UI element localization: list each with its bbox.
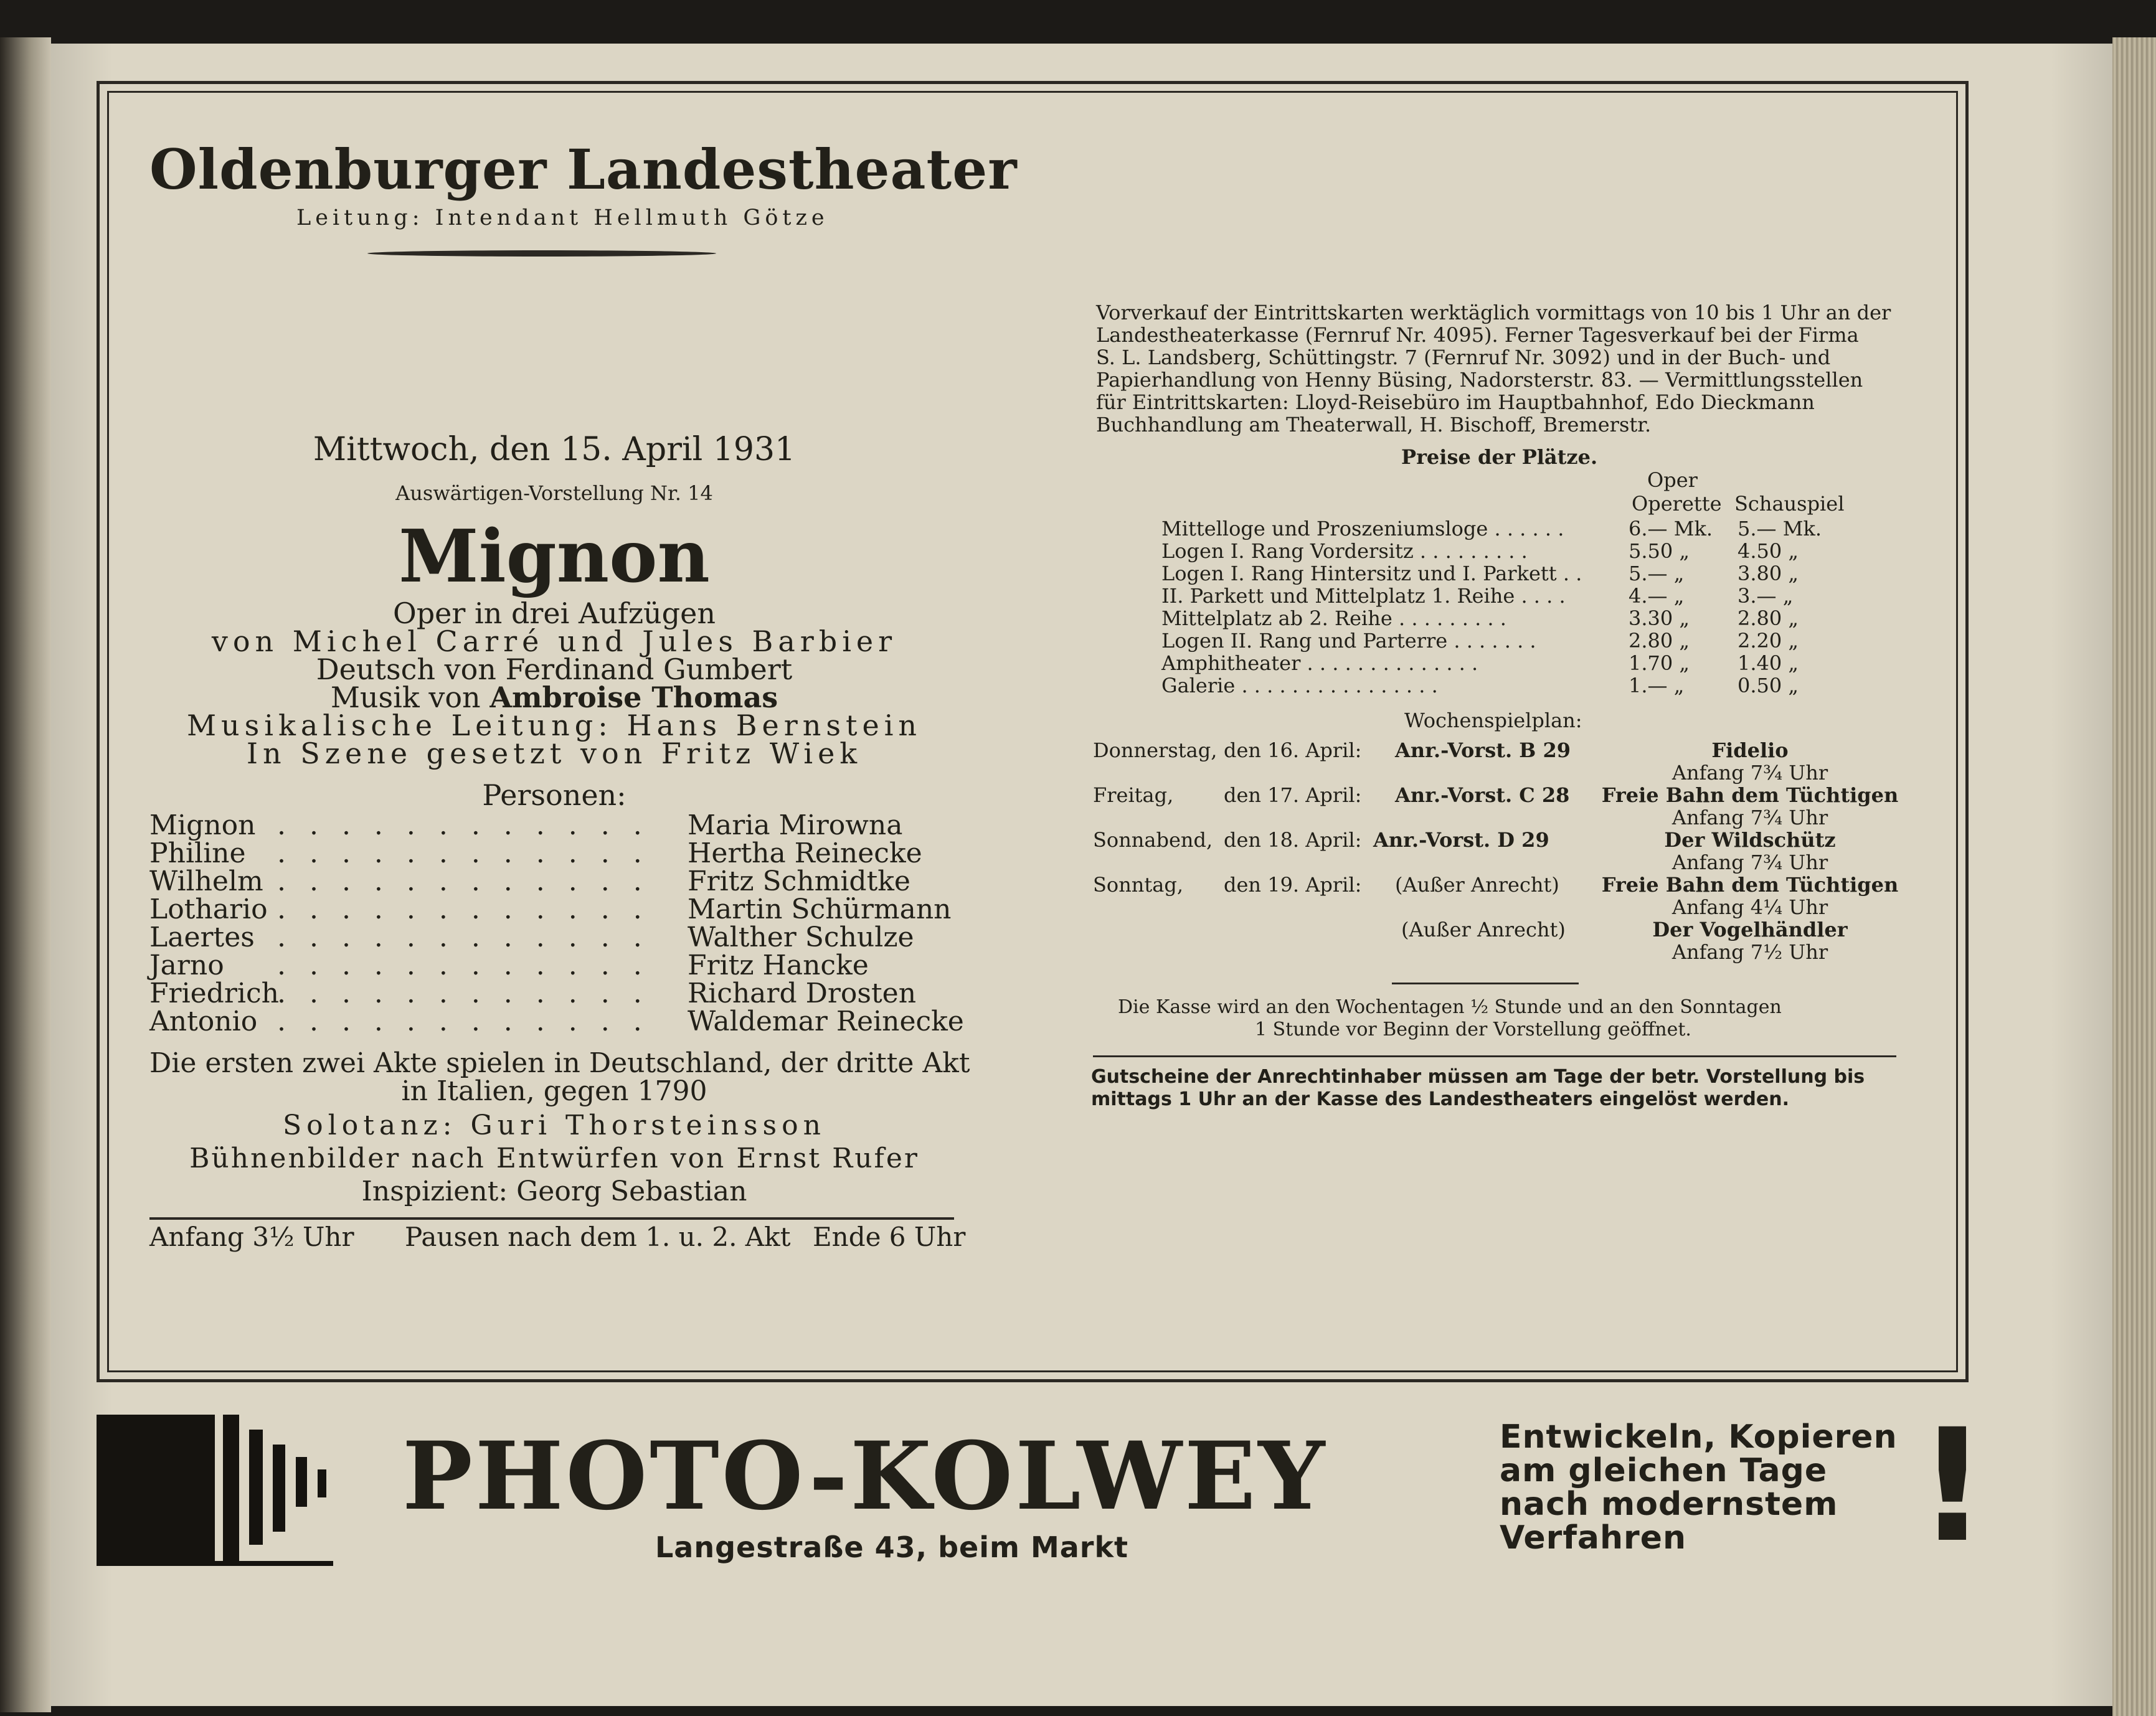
price-oper: 4.— „ <box>1629 584 1685 608</box>
stage-direction: In Szene gesetzt von Fritz Wiek <box>246 737 863 770</box>
schedule-date: den 18. April: <box>1224 828 1362 852</box>
vorstellung-number: Auswärtigen-Vorstellung Nr. 14 <box>395 481 713 505</box>
cast-role: Wilhelm <box>149 865 263 897</box>
cast-leader: . . . . . . . . . . . . <box>277 865 650 897</box>
ad-slogan-line: am gleichen Tage <box>1500 1452 1828 1489</box>
prices-title: Preise der Plätze. <box>1401 445 1598 469</box>
gutscheine-line-2: mittags 1 Uhr an der Kasse des Landestheaters eingelöst werden. <box>1091 1088 1789 1110</box>
music-composer: Ambroise Thomas <box>489 681 778 714</box>
schedule-date: den 19. April: <box>1224 873 1362 897</box>
schedule-date: den 16. April: <box>1224 738 1362 762</box>
schedule-anfang: Anfang 7¾ Uhr <box>1671 806 1828 829</box>
end-time: Ende 6 Uhr <box>813 1222 966 1252</box>
schedule-day: Sonntag, <box>1093 873 1183 897</box>
schedule-play: Fidelio <box>1711 738 1789 762</box>
cast-role: Lothario <box>149 893 268 925</box>
price-schauspiel: 2.20 „ <box>1738 629 1799 653</box>
cast-actor: Martin Schürmann <box>688 893 952 925</box>
schedule-day: Sonnabend, <box>1093 828 1213 852</box>
schedule-day: Donnerstag, <box>1093 738 1217 762</box>
cast-actor: Hertha Reinecke <box>688 837 922 869</box>
schedule-vorst: (Außer Anrecht) <box>1395 873 1559 897</box>
logo-underline <box>97 1561 333 1566</box>
price-seat: Galerie . . . . . . . . . . . . . . . . <box>1161 674 1438 697</box>
price-oper: 5.— „ <box>1629 562 1685 585</box>
price-seat: II. Parkett und Mittelplatz 1. Reihe . . . . <box>1161 584 1566 608</box>
schedule-vorst: Anr.-Vorst. D 29 <box>1373 828 1549 852</box>
price-schauspiel: 3.— „ <box>1738 584 1794 608</box>
cast-actor: Richard Drosten <box>688 978 917 1009</box>
schedule-play: Freie Bahn dem Tüchtigen <box>1601 873 1899 897</box>
opera-translation: Deutsch von Ferdinand Gumbert <box>316 653 793 686</box>
cast-role: Mignon <box>149 809 256 841</box>
price-schauspiel: 0.50 „ <box>1738 674 1799 697</box>
price-seat: Logen I. Rang Hintersitz und I. Parkett . . <box>1161 562 1582 585</box>
schedule-play: Freie Bahn dem Tüchtigen <box>1601 783 1899 807</box>
cast-leader: . . . . . . . . . . . . <box>277 922 650 953</box>
schedule-vorst: (Außer Anrecht) <box>1401 918 1566 941</box>
prices-header-schauspiel: Schauspiel <box>1734 492 1845 516</box>
opera-authors: von Michel Carré und Jules Barbier <box>211 625 897 658</box>
theater-title: Oldenburger Landestheater <box>149 137 1018 202</box>
music-prefix: Musik von <box>330 681 481 714</box>
logo-block <box>97 1415 215 1561</box>
schedule-vorst: Anr.-Vorst. B 29 <box>1395 738 1571 762</box>
cast-actor: Fritz Schmidtke <box>688 865 910 897</box>
buehnenbilder: Bühnenbilder nach Entwürfen von Ernst Rufer <box>189 1143 919 1174</box>
schedule-play: Der Vogelhändler <box>1652 918 1848 941</box>
ad-address: Langestraße 43, beim Markt <box>655 1530 1129 1564</box>
cast-role: Philine <box>149 837 246 869</box>
cast-leader: . . . . . . . . . . . . <box>277 809 650 841</box>
price-seat: Mittelloge und Proszeniumsloge . . . . . . <box>1161 517 1564 540</box>
prices-header-operette: Operette <box>1632 492 1722 516</box>
vorverkauf-line: Vorverkauf der Eintrittskarten werktäglich vormittags von 10 bis 1 Uhr an der <box>1096 301 1891 324</box>
vorverkauf-line: Buchhandlung am Theaterwall, H. Bischoff, Bremerstr. <box>1096 413 1652 436</box>
page-edge-left <box>0 37 51 1712</box>
vorverkauf-line: Landestheaterkasse (Fernruf Nr. 4095). Ferner Tagesverkauf bei der Firma <box>1096 323 1859 347</box>
title-rule <box>367 250 716 257</box>
ad-exclamation: ! <box>1917 1395 1988 1577</box>
price-oper: 6.— Mk. <box>1629 517 1713 540</box>
vorverkauf-line: S. L. Landsberg, Schüttingstr. 7 (Fernruf Nr. 3092) und in der Buch- und <box>1096 346 1831 369</box>
price-schauspiel: 2.80 „ <box>1738 606 1799 630</box>
opera-subtitle: Oper in drei Aufzügen <box>393 596 716 630</box>
ad-slogan-line: nach modernstem <box>1500 1486 1838 1523</box>
schedule-date: den 17. April: <box>1224 783 1362 807</box>
setting-line-1: Die ersten zwei Akte spielen in Deutschland, der dritte Akt <box>149 1047 970 1079</box>
logo-bar <box>249 1430 263 1545</box>
page-edge-right <box>2112 37 2156 1716</box>
setting-line-2: in Italien, gegen 1790 <box>401 1075 707 1107</box>
cast-actor: Waldemar Reinecke <box>688 1006 964 1037</box>
price-oper: 2.80 „ <box>1629 629 1690 653</box>
cast-leader: . . . . . . . . . . . . <box>277 978 650 1009</box>
logo-bar <box>318 1469 326 1497</box>
price-schauspiel: 5.— Mk. <box>1738 517 1822 540</box>
logo-bar <box>296 1457 307 1507</box>
schedule-vorst: Anr.-Vorst. C 28 <box>1395 783 1570 807</box>
pauses: Pausen nach dem 1. u. 2. Akt <box>405 1222 791 1252</box>
prices-header-oper: Oper <box>1647 468 1698 492</box>
cast-leader: . . . . . . . . . . . . <box>277 950 650 981</box>
price-oper: 5.50 „ <box>1629 539 1690 563</box>
cast-actor: Fritz Hancke <box>688 950 869 981</box>
gutscheine-line-1: Gutscheine der Anrechtinhaber müssen am Tage der betr. Vorstellung bis <box>1091 1066 1865 1088</box>
logo-bar <box>223 1415 239 1561</box>
start-time: Anfang 3½ Uhr <box>149 1222 354 1252</box>
opera-title: Mignon <box>399 514 710 599</box>
kasse-rule <box>1392 983 1579 984</box>
kasse-line-2: 1 Stunde vor Beginn der Vorstellung geöffnet. <box>1255 1019 1691 1040</box>
cast-role: Jarno <box>149 950 224 981</box>
schedule-day: Freitag, <box>1093 783 1174 807</box>
schedule-anfang: Anfang 7½ Uhr <box>1671 940 1828 964</box>
cast-leader: . . . . . . . . . . . . <box>277 837 650 869</box>
schedule-anfang: Anfang 4¼ Uhr <box>1671 895 1828 919</box>
schedule-play: Der Wildschütz <box>1664 828 1836 852</box>
cast-role: Antonio <box>149 1006 258 1037</box>
price-oper: 1.70 „ <box>1629 651 1690 675</box>
vorverkauf-line: Papierhandlung von Henny Büsing, Nadorsterstr. 83. — Vermittlungsstellen <box>1096 368 1863 392</box>
gutscheine-rule <box>1093 1055 1896 1057</box>
price-seat: Logen II. Rang und Parterre . . . . . . . <box>1161 629 1536 653</box>
price-schauspiel: 4.50 „ <box>1738 539 1799 563</box>
price-seat: Logen I. Rang Vordersitz . . . . . . . . . <box>1161 539 1528 563</box>
solotanz: Solotanz: Guri Thorsteinsson <box>283 1110 826 1141</box>
leitung-line: Leitung: Intendant Hellmuth Götze <box>296 205 829 230</box>
schedule-anfang: Anfang 7¾ Uhr <box>1671 761 1828 785</box>
cast-role: Laertes <box>149 922 255 953</box>
price-schauspiel: 1.40 „ <box>1738 651 1799 675</box>
price-schauspiel: 3.80 „ <box>1738 562 1799 585</box>
price-oper: 3.30 „ <box>1629 606 1690 630</box>
musical-lead: Musikalische Leitung: Hans Bernstein <box>186 709 922 742</box>
vorverkauf-line: für Eintrittskarten: Lloyd-Reisebüro im Hauptbahnhof, Edo Dieckmann <box>1096 390 1815 414</box>
cast-role: Friedrich <box>149 978 279 1009</box>
performance-date: Mittwoch, den 15. April 1931 <box>313 431 796 468</box>
ad-company-name: PHOTO-KOLWEY <box>402 1421 1328 1531</box>
cast-actor: Walther Schulze <box>688 922 914 953</box>
logo-bar <box>273 1445 285 1532</box>
price-seat: Mittelplatz ab 2. Reihe . . . . . . . . . <box>1161 606 1506 630</box>
cast-actor: Maria Mirowna <box>688 809 903 841</box>
cast-leader: . . . . . . . . . . . . <box>277 893 650 925</box>
inspizient: Inspizient: Georg Sebastian <box>361 1176 747 1207</box>
personen-label: Personen: <box>482 778 626 812</box>
schedule-anfang: Anfang 7¾ Uhr <box>1671 851 1828 874</box>
ad-slogan-line: Verfahren <box>1500 1519 1686 1557</box>
cast-leader: . . . . . . . . . . . . <box>277 1006 650 1037</box>
kasse-line-1: Die Kasse wird an den Wochentagen ½ Stunde und an den Sonntagen <box>1118 996 1782 1018</box>
ad-slogan-line: Entwickeln, Kopieren <box>1500 1418 1898 1456</box>
wochenspielplan-title: Wochenspielplan: <box>1404 709 1582 732</box>
footer-rule <box>149 1217 954 1220</box>
price-seat: Amphitheater . . . . . . . . . . . . . . <box>1161 651 1478 675</box>
price-oper: 1.— „ <box>1629 674 1685 697</box>
